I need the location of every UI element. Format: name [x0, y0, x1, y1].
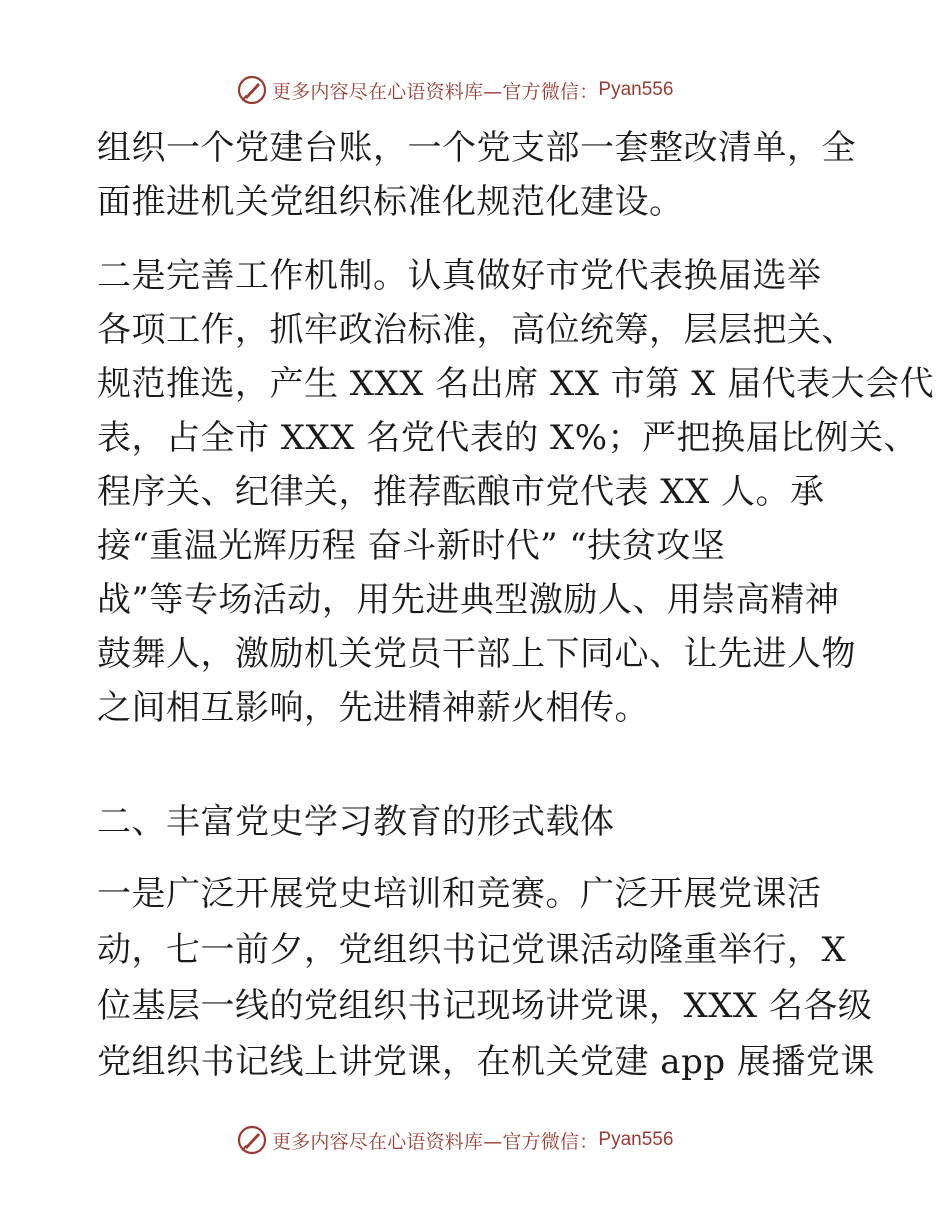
- watermark-text: 更多内容尽在心语资料库—官方微信：: [272, 1130, 599, 1153]
- watermark-text: 更多内容尽在心语资料库—官方微信：: [272, 80, 599, 103]
- header-watermark: [236, 72, 673, 108]
- body-line: 程序关、纪律关，推荐酝酿市党代表 XX 人。承: [97, 472, 825, 512]
- body-line: 接“重温光辉历程 奋斗新时代” “扶贫攻坚: [97, 526, 726, 566]
- body-line: 表，占全市 XXX 名党代表的 X%；严把换届比例关、: [97, 418, 919, 458]
- footer-watermark: [236, 1122, 673, 1158]
- body-line: 组织一个党建台账，一个党支部一套整改清单，全: [97, 128, 856, 168]
- quill-logo-icon: [236, 1124, 268, 1156]
- body-line: 位基层一线的党组织书记现场讲党课，XXX 名各级: [97, 986, 873, 1026]
- body-line: 战”等专场活动，用先进典型激励人、用崇高精神: [97, 580, 840, 620]
- watermark-wechat-id: Pyan556: [598, 1129, 674, 1150]
- body-line: 规范推选，产生 XXX 名出席 XX 市第 X 届代表大会代: [97, 364, 935, 404]
- watermark-wechat-id: Pyan556: [598, 79, 674, 100]
- body-line: 各项工作，抓牢政治标准，高位统筹，层层把关、: [97, 310, 856, 350]
- body-line: 之间相互影响，先进精神薪火相传。: [97, 688, 649, 728]
- body-line: 鼓舞人，激励机关党员干部上下同心、让先进人物: [97, 634, 856, 674]
- section-heading: 二、丰富党史学习教育的形式载体: [97, 802, 615, 842]
- body-line: 党组织书记线上讲党课，在机关党建 app 展播党课: [97, 1042, 875, 1082]
- body-line: 二是完善工作机制。认真做好市党代表换届选举: [97, 256, 822, 296]
- body-line: 面推进机关党组织标准化规范化建设。: [97, 182, 684, 222]
- body-line: 一是广泛开展党史培训和竞赛。广泛开展党课活: [97, 874, 822, 914]
- body-line: 动，七一前夕，党组织书记党课活动隆重举行，X: [97, 930, 847, 970]
- quill-logo-icon: [236, 74, 268, 106]
